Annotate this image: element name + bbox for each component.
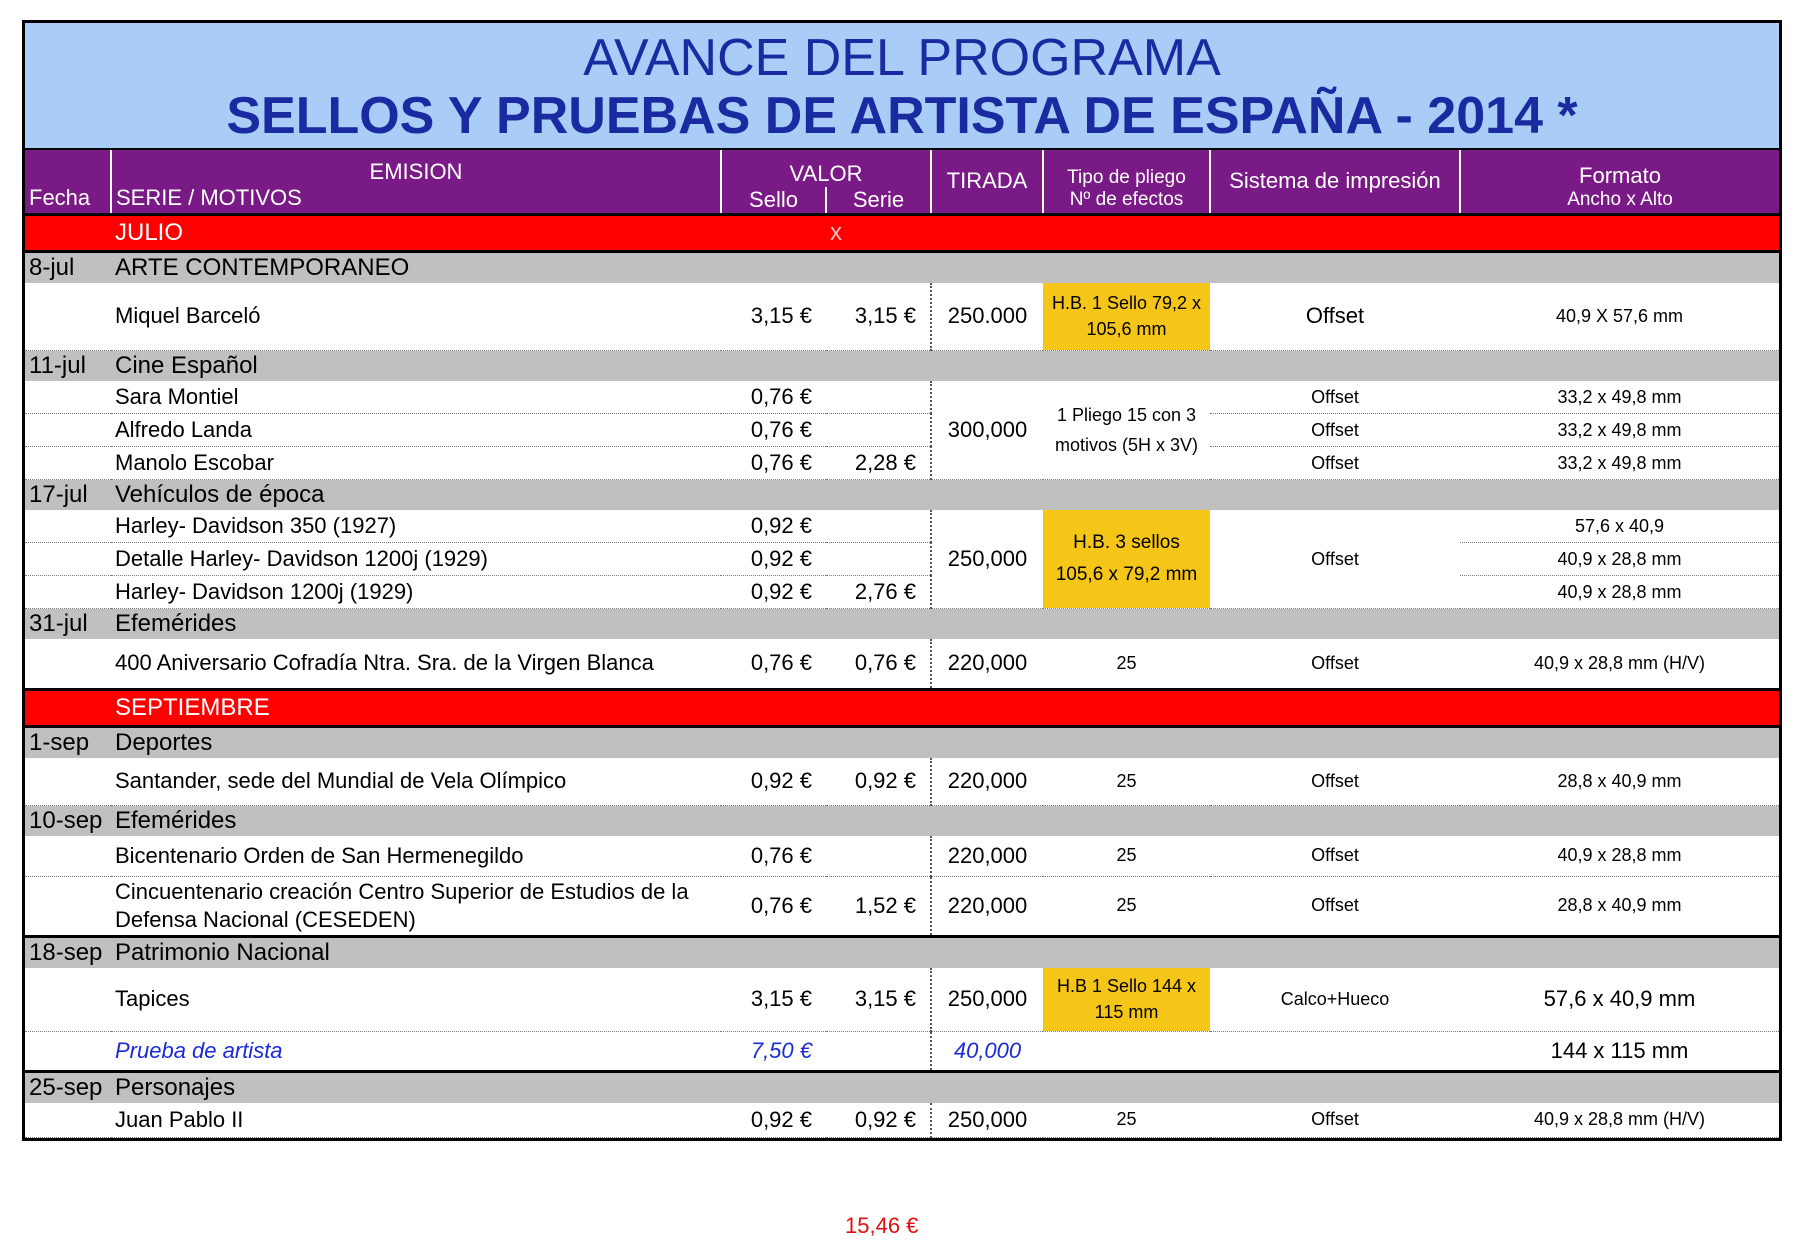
row-tipo-highlight: H.B. 3 sellos 105,6 x 79,2 mm (1043, 510, 1210, 609)
row-motivo: Harley- Davidson 1200j (1929) (111, 576, 721, 609)
row-serie: 3,15 € (826, 968, 931, 1032)
row-sistema: Offset (1210, 836, 1460, 876)
row-formato: 28,8 x 40,9 mm (1460, 758, 1779, 806)
row-tirada: 220,000 (931, 876, 1043, 936)
header-sello: Sello (722, 187, 827, 213)
row-sello: 0,76 € (721, 381, 826, 414)
category-date: 17-jul (25, 480, 111, 511)
header-valor (721, 150, 931, 214)
row-motivo: Juan Pablo II (111, 1103, 721, 1137)
header-formato (1460, 150, 1779, 214)
row-sistema: Offset (1210, 283, 1460, 351)
row-motivo: 400 Aniversario Cofradía Ntra. Sra. de la Virgen Blanca (111, 639, 721, 689)
row-sello: 0,76 € (721, 639, 826, 689)
row-sello: 0,76 € (721, 447, 826, 480)
header-formato-line1: Formato (1579, 162, 1661, 188)
category-title: Deportes (111, 726, 1779, 758)
row-sistema: Offset (1210, 510, 1460, 609)
category-row (25, 480, 1779, 511)
page-subtitle: SELLOS Y PRUEBAS DE ARTISTA DE ESPAÑA - 2014 * (226, 87, 1578, 145)
row-sistema: Offset (1210, 639, 1460, 689)
row-formato: 40,9 x 28,8 mm (H/V) (1460, 639, 1779, 689)
row-sello: 0,76 € (721, 876, 826, 936)
category-row (25, 251, 1779, 283)
category-date: 1-sep (25, 726, 111, 758)
category-title: Cine Español (111, 351, 1779, 382)
row-sello: 0,92 € (721, 1103, 826, 1137)
table-row (25, 576, 1779, 609)
month-mark: x (826, 214, 931, 251)
row-serie: 0,92 € (826, 1103, 931, 1137)
row-sistema: Offset (1210, 447, 1460, 480)
row-sello: 3,15 € (721, 283, 826, 351)
month-row-julio (25, 214, 1779, 251)
table-row (25, 447, 1779, 480)
row-motivo: Santander, sede del Mundial de Vela Olímpico (111, 758, 721, 806)
row-tipo: 25 (1043, 758, 1210, 806)
row-tirada: 250,000 (931, 1103, 1043, 1137)
month-row-septiembre (25, 689, 1779, 726)
category-date: 8-jul (25, 251, 111, 283)
row-tirada: 220,000 (931, 758, 1043, 806)
row-serie: 3,15 € (826, 283, 931, 351)
row-motivo: Detalle Harley- Davidson 1200j (1929) (111, 543, 721, 576)
row-tirada: 300,000 (931, 381, 1043, 480)
header-formato-line2: Ancho x Alto (1567, 188, 1673, 210)
row-tipo-highlight: H.B 1 Sello 144 x 115 mm (1043, 968, 1210, 1032)
category-date: 11-jul (25, 351, 111, 382)
row-sistema: Offset (1210, 414, 1460, 447)
header-emision-label: EMISION (369, 158, 463, 184)
table-header (25, 150, 1779, 214)
category-date: 31-jul (25, 609, 111, 640)
table-row (25, 510, 1779, 543)
row-sistema: Offset (1210, 1103, 1460, 1137)
row-formato: 144 x 115 mm (1460, 1032, 1779, 1072)
row-serie: 2,76 € (826, 576, 931, 609)
header-sistema: Sistema de impresión (1210, 150, 1460, 214)
category-row (25, 726, 1779, 758)
category-title: Personajes (111, 1072, 1779, 1104)
row-sistema: Calco+Hueco (1210, 968, 1460, 1032)
page-title: AVANCE DEL PROGRAMA (583, 29, 1221, 87)
row-tipo: 25 (1043, 836, 1210, 876)
row-motivo: Harley- Davidson 350 (1927) (111, 510, 721, 543)
total-value: 15,46 € (845, 1213, 919, 1238)
header-valor-label: VALOR (789, 160, 863, 186)
header-tipo (1043, 150, 1210, 214)
row-formato: 33,2 x 49,8 mm (1460, 447, 1779, 480)
category-title: Patrimonio Nacional (111, 936, 1779, 968)
header-fecha: Fecha (25, 150, 111, 214)
row-tipo-highlight: H.B. 1 Sello 79,2 x 105,6 mm (1043, 283, 1210, 351)
month-label: JULIO (111, 214, 721, 251)
table-row (25, 876, 1779, 936)
row-sello: 0,92 € (721, 576, 826, 609)
row-motivo: Alfredo Landa (111, 414, 721, 447)
category-row (25, 806, 1779, 837)
row-tirada: 250,000 (931, 510, 1043, 609)
category-title: ARTE CONTEMPORANEO (111, 251, 1779, 283)
category-date: 18-sep (25, 936, 111, 968)
row-motivo-line1: Cincuentenario creación Centro Superior de Estudios de la (115, 878, 689, 904)
row-tipo: 25 (1043, 876, 1210, 936)
row-formato: 57,6 x 40,9 (1460, 510, 1779, 543)
row-motivo: Bicentenario Orden de San Hermenegildo (111, 836, 721, 876)
category-date: 25-sep (25, 1072, 111, 1104)
row-sistema: Offset (1210, 758, 1460, 806)
category-row (25, 1072, 1779, 1104)
header-serie: Serie (852, 186, 905, 212)
row-motivo: Sara Montiel (111, 381, 721, 414)
row-sistema: Offset (1210, 381, 1460, 414)
header-tipo-line2: Nº de efectos (1069, 188, 1184, 210)
row-serie: 0,76 € (826, 639, 931, 689)
row-serie: 0,92 € (826, 758, 931, 806)
table-row (25, 639, 1779, 689)
category-row (25, 936, 1779, 968)
row-motivo: Miquel Barceló (111, 283, 721, 351)
table-row (25, 414, 1779, 447)
row-formato: 33,2 x 49,8 mm (1460, 414, 1779, 447)
row-formato: 40,9 x 28,8 mm (1460, 836, 1779, 876)
program-sheet (22, 20, 1782, 1141)
row-sello: 3,15 € (721, 968, 826, 1032)
row-sistema: Offset (1210, 876, 1460, 936)
row-formato: 57,6 x 40,9 mm (1460, 968, 1779, 1032)
row-tipo: 25 (1043, 639, 1210, 689)
row-tipo: 25 (1043, 1103, 1210, 1137)
table-row (25, 758, 1779, 806)
row-formato: 33,2 x 49,8 mm (1460, 381, 1779, 414)
row-sello: 0,76 € (721, 414, 826, 447)
row-sello: 0,92 € (721, 758, 826, 806)
row-tipo: 1 Pliego 15 con 3 motivos (5H x 3V) (1043, 381, 1210, 480)
table-row (25, 836, 1779, 876)
row-formato: 40,9 x 28,8 mm (1460, 576, 1779, 609)
table-row (25, 968, 1779, 1032)
category-row (25, 351, 1779, 382)
header-emision (111, 150, 721, 214)
row-formato: 28,8 x 40,9 mm (1460, 876, 1779, 936)
row-formato: 40,9 x 28,8 mm (1460, 543, 1779, 576)
row-sello: 0,76 € (721, 836, 826, 876)
row-sello: 7,50 € (721, 1032, 826, 1072)
row-motivo (111, 876, 721, 936)
table-row (25, 381, 1779, 414)
row-tirada: 250,000 (931, 968, 1043, 1032)
header-tipo-line1: Tipo de pliego (1067, 166, 1186, 188)
header-serie-motivos: SERIE / MOTIVOS (116, 184, 302, 210)
row-sello: 0,92 € (721, 543, 826, 576)
program-table (25, 150, 1779, 1138)
row-serie: 1,52 € (826, 876, 931, 936)
row-motivo: Manolo Escobar (111, 447, 721, 480)
category-title: Efemérides (111, 806, 1779, 837)
row-motivo-line2: Defensa Nacional (CESEDEN) (115, 906, 416, 932)
table-row (25, 283, 1779, 351)
table-row (25, 1103, 1779, 1137)
month-label: SEPTIEMBRE (111, 689, 1779, 726)
row-formato: 40,9 x 28,8 mm (H/V) (1460, 1103, 1779, 1137)
table-row-artist-proof (25, 1032, 1779, 1072)
row-serie: 2,28 € (826, 447, 931, 480)
category-title: Vehículos de época (111, 480, 1779, 511)
category-title: Efemérides (111, 609, 1779, 640)
header-tirada: TIRADA (931, 150, 1043, 214)
table-row (25, 543, 1779, 576)
title-block (25, 23, 1779, 150)
category-row (25, 609, 1779, 640)
category-date: 10-sep (25, 806, 111, 837)
row-motivo: Prueba de artista (111, 1032, 721, 1072)
row-motivo: Tapices (111, 968, 721, 1032)
row-sello: 0,92 € (721, 510, 826, 543)
row-tirada: 220,000 (931, 836, 1043, 876)
row-formato: 40,9 X 57,6 mm (1460, 283, 1779, 351)
row-tirada: 250.000 (931, 283, 1043, 351)
row-tirada: 220,000 (931, 639, 1043, 689)
row-tirada: 40,000 (931, 1032, 1043, 1072)
